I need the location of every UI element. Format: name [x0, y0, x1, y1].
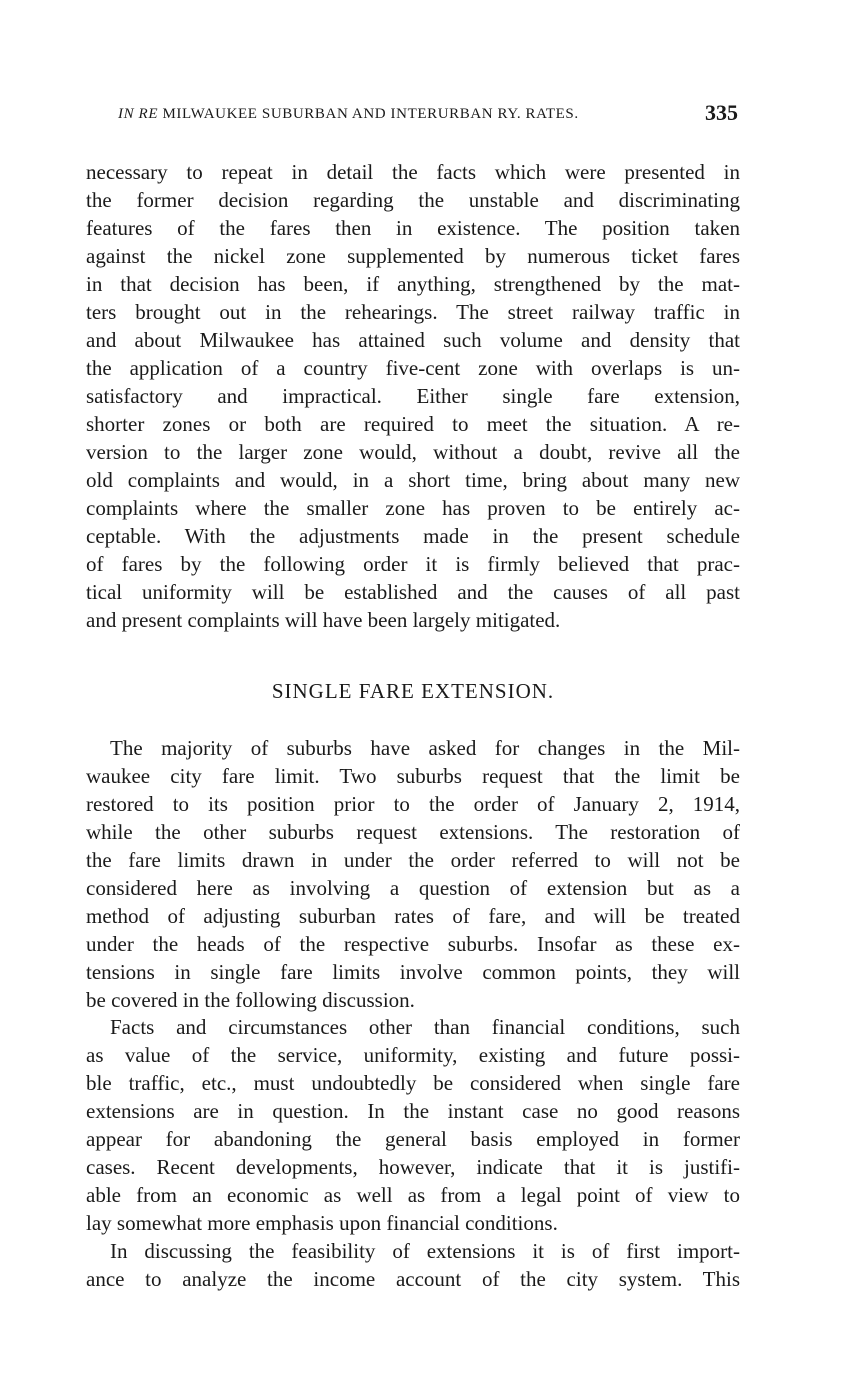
text-line: while the other suburbs request extensions. The restoration of [86, 820, 740, 844]
text-line: The majority of suburbs have asked for changes in the Mil- [110, 736, 740, 760]
text-line: extensions are in question. In the instant case no good reasons [86, 1099, 740, 1123]
running-head-title [118, 106, 579, 123]
text-line: shorter zones or both are required to meet the situation. A re- [86, 412, 740, 436]
text-line: old complaints and would, in a short time, bring about many new [86, 468, 740, 492]
text-line: version to the larger zone would, without a doubt, revive all the [86, 440, 740, 464]
text-line: appear for abandoning the general basis employed in former [86, 1127, 740, 1151]
running-head [118, 100, 738, 130]
text-line: ters brought out in the rehearings. The street railway traffic in [86, 300, 740, 324]
text-line: necessary to repeat in detail the facts which were presented in [86, 160, 740, 184]
text-line: of fares by the following order it is firmly believed that prac- [86, 552, 740, 576]
paragraph-continued [86, 158, 740, 634]
text-line: tensions in single fare limits involve common points, they will [86, 960, 740, 984]
text-line: against the nickel zone supplemented by numerous ticket fares [86, 244, 740, 268]
text-line: ance to analyze the income account of the city system. This [86, 1267, 740, 1291]
text-line: ble traffic, etc., must undoubtedly be considered when single fare [86, 1071, 740, 1095]
text-line: tical uniformity will be established and the causes of all past [86, 580, 740, 604]
text-line: and present complaints will have been largely mitigated. [86, 608, 561, 632]
text-line: ceptable. With the adjustments made in the present schedule [86, 524, 740, 548]
text-line: under the heads of the respective suburbs. Insofar as these ex- [86, 932, 740, 956]
text-line: be covered in the following discussion. [86, 988, 415, 1012]
page-number: 335 [705, 100, 738, 125]
text-line: the former decision regarding the unstable and discriminating [86, 188, 740, 212]
text-line: In discussing the feasibility of extensions it is of first import- [110, 1239, 740, 1263]
text-line: complaints where the smaller zone has proven to be entirely ac- [86, 496, 740, 520]
running-head-text: MILWAUKEE SUBURBAN AND INTERURBAN RY. RATES. [162, 106, 579, 122]
text-line: method of adjusting suburban rates of fare, and will be treated [86, 904, 740, 928]
text-line: Facts and circumstances other than financial conditions, such [110, 1015, 740, 1039]
paragraph-facts [86, 1013, 740, 1237]
text-line: in that decision has been, if anything, strengthened by the mat- [86, 272, 740, 296]
text-line: as value of the service, uniformity, existing and future possi- [86, 1043, 740, 1067]
text-line: considered here as involving a question of extension but as a [86, 876, 740, 900]
paragraph-majority [86, 734, 740, 1014]
text-line: satisfactory and impractical. Either single fare extension, [86, 384, 740, 408]
text-line: waukee city fare limit. Two suburbs request that the limit be [86, 764, 740, 788]
text-line: restored to its position prior to the order of January 2, 1914, [86, 792, 740, 816]
text-line: the fare limits drawn in under the order referred to will not be [86, 848, 740, 872]
text-line: cases. Recent developments, however, indicate that it is justifi- [86, 1155, 740, 1179]
text-line: and about Milwaukee has attained such volume and density that [86, 328, 740, 352]
text-line: features of the fares then in existence. The position taken [86, 216, 740, 240]
paragraph-discussing [86, 1237, 740, 1293]
text-line: able from an economic as well as from a legal point of view to [86, 1183, 740, 1207]
text-line: the application of a country five-cent zone with overlaps is un- [86, 356, 740, 380]
text-line: lay somewhat more emphasis upon financial conditions. [86, 1211, 558, 1235]
running-head-prefix: IN RE [118, 106, 159, 122]
section-heading: SINGLE FARE EXTENSION. [271, 679, 555, 703]
